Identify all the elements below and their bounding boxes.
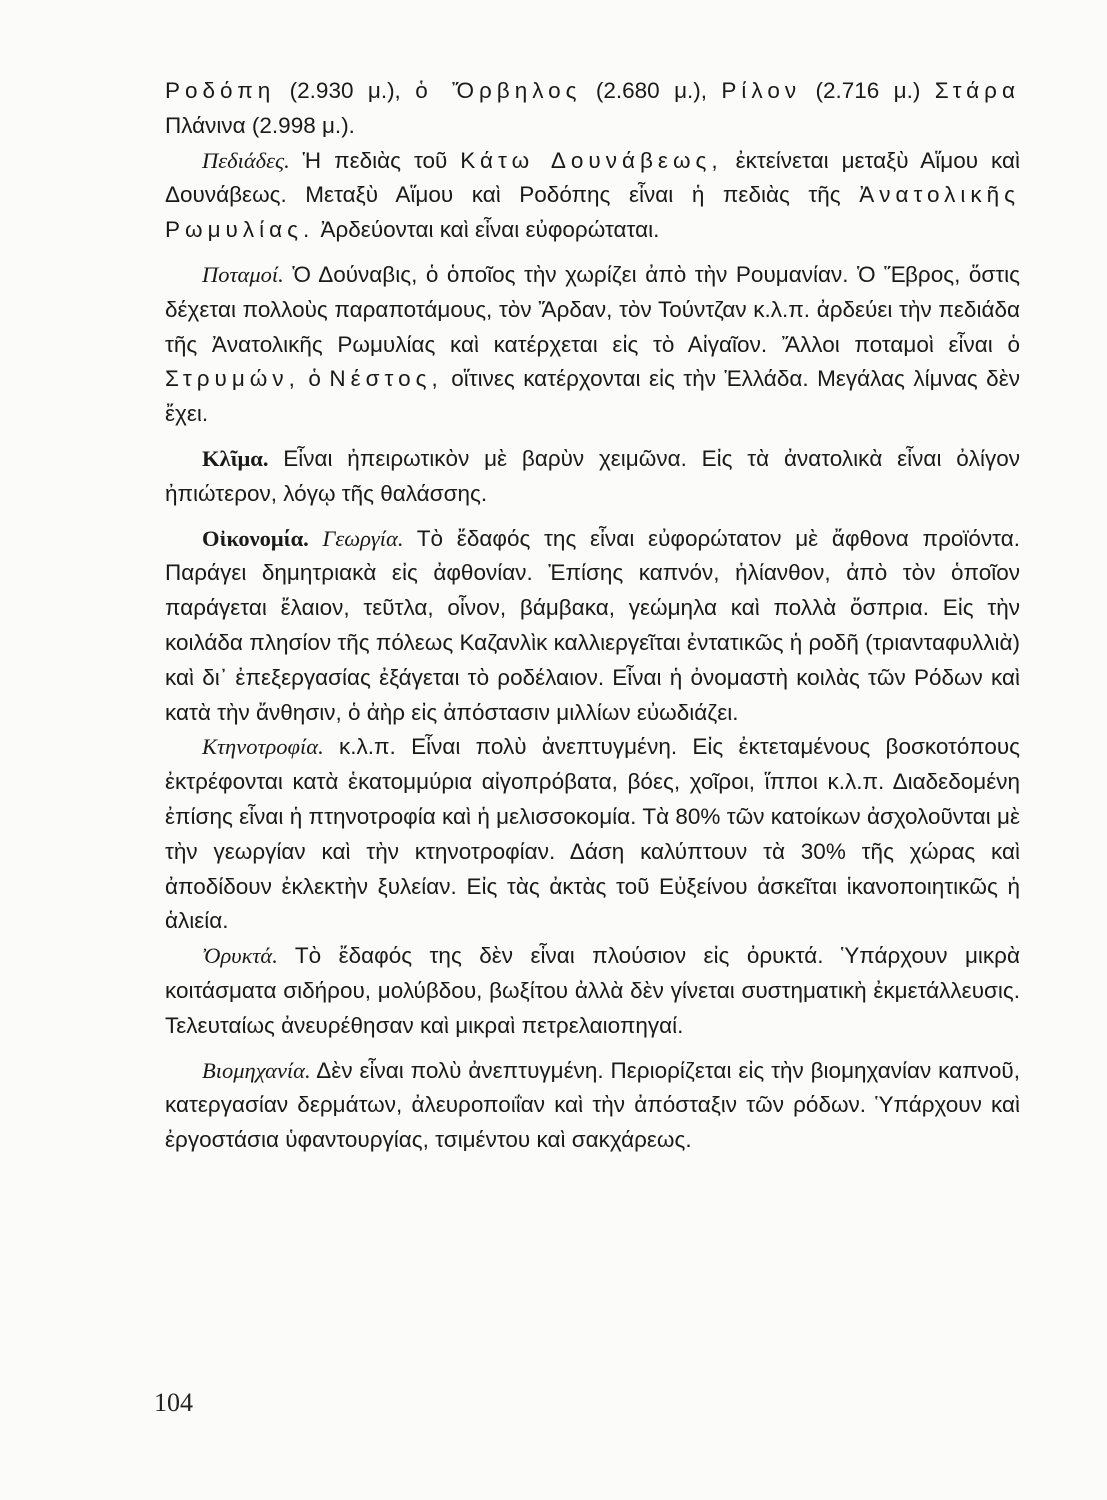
livestock-paragraph (165, 730, 1020, 939)
rivers-text-1: Ὁ Δούναβις, ὁ ὁποῖος τὴν χωρίζει ἀπὸ τὴν Ρουμανίαν. Ὁ Ἕβρος, ὅστις δέχεται πολλοὺς παραποτάμους, τὸν Ἄρδαν, τὸν Τούντζαν κ.λ.π. ἀρδεύει τὴν πεδιάδα τῆς Ἀνατολικῆς Ρωμυλίας καὶ κατέρχεται εἰς τὸ Αἰγαῖον. Ἄλλοι ποταμοὶ εἶναι ὁ (165, 261, 1020, 357)
climate-paragraph (165, 442, 1020, 512)
livestock-text: κ.λ.π. Εἶναι πολὺ ἀνεπτυγμένη. Εἰς ἐκτεταμένους βοσκοτόπους ἐκτρέφονται κατὰ ἑκατομμύρια αἰγοπρόβατα, βόες, χοῖροι, ἵπποι κ.λ.π. Διαδεδομένη ἐπίσης εἶναι ἡ πτηνοτροφία καὶ ἡ μελισσοκομία. Τὰ 80% τῶν κατοίκων ἀσχολοῦνται μὲ τὴν γεωργίαν καὶ τὴν κτηνοτροφίαν. Δάση καλύπτουν τὰ 30% τῆς χώρας καὶ ἀποδίδουν ἐκλεκτὴν ξυλείαν. Εἰς τὰς ἀκτὰς τοῦ Εὐξείνου ἀσκεῖται ἱκανοποιητικῶς ἡ ἁλιεία. (165, 734, 1020, 934)
plains-spaced-1: Κάτω Δουνάβεως, (460, 147, 723, 173)
mountain-orvilos-height: (2.680 μ.), (581, 78, 722, 103)
rivers-spaced-2: Νέστος, (329, 366, 443, 392)
mountain-rodopi: Ροδόπη (165, 78, 276, 103)
livestock-heading: Κτηνοτροφία. (202, 734, 324, 760)
plains-paragraph (165, 144, 1020, 248)
industry-heading: Βιομηχανία. (202, 1057, 311, 1083)
spacer (165, 248, 1020, 258)
economy-agriculture-paragraph (165, 522, 1020, 731)
spacer (165, 512, 1020, 522)
page-body (165, 74, 1020, 1158)
plains-text-1: Ἡ πεδιὰς τοῦ (289, 147, 461, 173)
mountains-paragraph (165, 74, 1020, 144)
agriculture-heading: Γεωργία. (322, 525, 404, 551)
mountain-rilon-height: (2.716 μ.) (801, 78, 935, 103)
agriculture-text: Τὸ ἔδαφός της εἶναι εὐφορώτατον μὲ ἄφθονα προϊόντα. Παράγει δημητριακὰ εἰς ἀφθονίαν. Ἐπίσης καπνόν, ἡλίανθον, ἀπὸ τὸν ὁποῖον παράγεται ἔλαιον, τεῦτλα, οἶνον, βάμβακα, γεώμηλα καὶ πολλὰ ὄσπρια. Εἰς τὴν κοιλάδα πλησίον τῆς πόλεως Καζανλὶκ καλλιεργεῖται ἐντατικῶς ἡ ροδῆ (τριανταφυλλιὰ) καὶ δι᾽ ἐπεξεργασίας ἐξάγεται τὸ ροδέλαιον. Εἶναι ἡ ὀνομαστὴ κοιλὰς τῶν Ρόδων καὶ κατὰ τὴν ἄνθησιν, ὁ ἀὴρ εἰς ἀπόστασιν μιλλίων εὐωδιάζει. (165, 525, 1020, 725)
climate-heading: Κλῖμα. (202, 445, 269, 471)
mountain-stara: Στάρα (934, 78, 1020, 103)
minerals-paragraph (165, 939, 1020, 1043)
minerals-heading: Ὀρυκτά. (202, 943, 278, 969)
page-number: 104 (154, 1388, 193, 1417)
rivers-paragraph (165, 258, 1020, 432)
mountain-rilon: Ρίλον (721, 78, 802, 103)
industry-text: Δὲν εἶναι πολὺ ἀνεπτυγμένη. Περιορίζεται εἰς τὴν βιομηχανίαν καπνοῦ, κατεργασίαν δερμάτων, ἀλευροποιΐαν καὶ τὴν ἀπόσταξιν τῶν ρόδων. Ὑπάρχουν καὶ ἐργοστάσια ὑφαντουργίας, τσιμέντου καὶ σακχάρεως. (165, 1057, 1020, 1153)
spacer (165, 432, 1020, 442)
plains-spaced-2: Ἀνατολικῆς Ρωμυλίας. (165, 182, 1020, 243)
plains-text-3: Ἀρδεύονται καὶ εἶναι εὐφορώταται. (314, 217, 660, 243)
rivers-text-2: ὁ (299, 366, 330, 392)
minerals-text: Τὸ ἔδαφός της δὲν εἶναι πλούσιον εἰς ὀρυκτά. Ὑπάρχουν μικρὰ κοιτάσματα σιδήρου, μολύβδου, βωξίτου ἀλλὰ δὲν γίνεται συστηματικὴ ἐκμετάλλευσις. Τελευταίως ἀνευρέθησαν καὶ μικραὶ πετρελαιοπηγαί. (165, 943, 1020, 1038)
mountain-orvilos: ὁ Ὄρβηλος (415, 78, 582, 103)
climate-text: Εἶναι ἠπειρωτικὸν μὲ βαρὺν χειμῶνα. Εἰς τὰ ἀνατολικὰ εἶναι ὀλίγον ἠπιώτερον, λόγῳ τῆς θαλάσσης. (165, 445, 1020, 506)
spacer (165, 1044, 1020, 1054)
rivers-text-3: οἵτινες κατέρχονται εἰς τὴν Ἑλλάδα. Μεγάλας λίμνας δὲν ἔχει. (165, 366, 1020, 427)
industry-paragraph (165, 1054, 1020, 1158)
rivers-heading: Ποταμοί. (202, 261, 284, 287)
economy-heading: Οἰκονομία. (202, 525, 309, 551)
plains-text-2: ἐκτείνεται μεταξὺ Αἵμου καὶ Δουνάβεως. Μεταξὺ Αἵμου καὶ Ροδόπης εἶναι ἡ πεδιὰς τῆς (165, 147, 1020, 208)
rivers-spaced-1: Στρυμών, (165, 366, 300, 392)
mountain-stara-planina: Πλάνινα (2.998 μ.). (165, 112, 355, 138)
mountain-rodopi-height: (2.930 μ.), (289, 78, 416, 103)
plains-heading: Πεδιάδες. (202, 147, 290, 173)
